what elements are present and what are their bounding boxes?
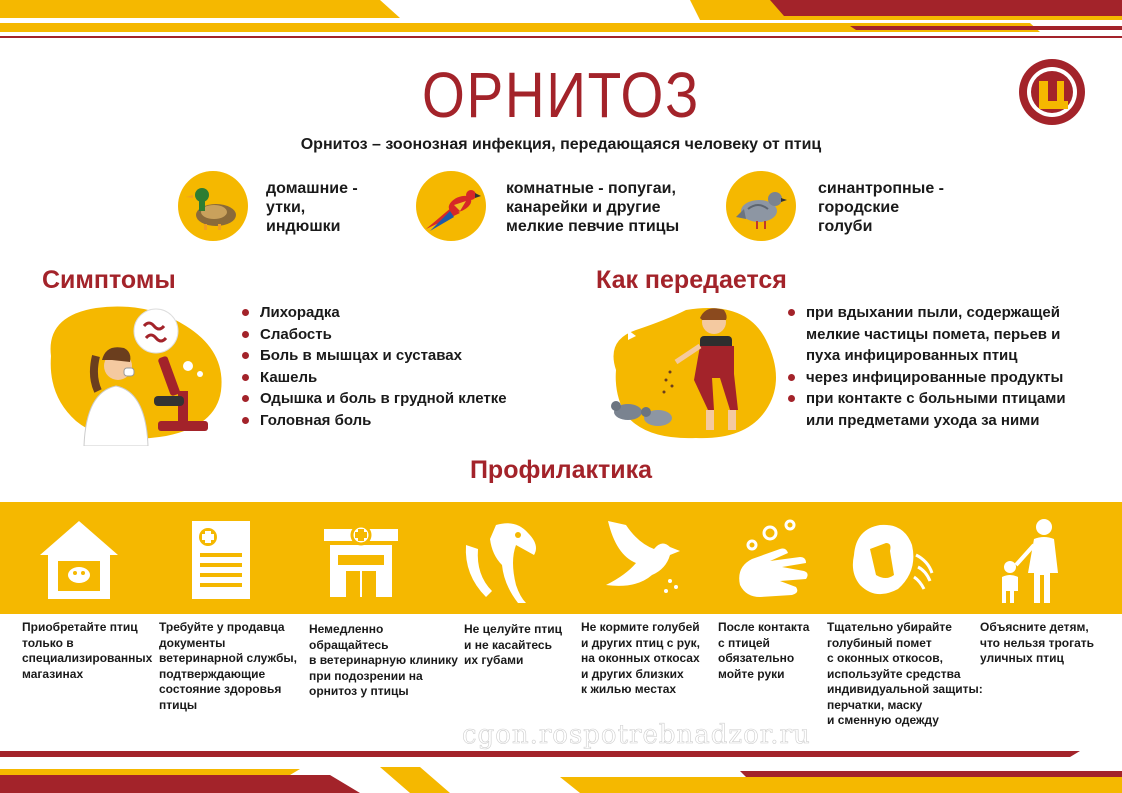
bottom-decor-stripes [0, 745, 1122, 793]
transmission-item: через инфицированные продукты [786, 367, 1066, 389]
parrot-icon [416, 171, 486, 241]
parrot-icon-circle [416, 171, 486, 241]
prevention-item-3: Немедленно обращайтесь в ветеринарную клинику при подозрении на орнитоз у птицы [309, 622, 458, 698]
transmission-list [786, 302, 1066, 431]
duck-icon [178, 171, 248, 241]
prevention-item-5: Не кормите голубей и других птиц с рук, на оконных откосах и других близких к жилью местах [581, 620, 700, 696]
bird-category-synanthropic: синантропные - городские голуби [818, 180, 945, 235]
vet-clinic-icon [316, 515, 406, 605]
prevention-item-8: Объясните детям, что нельзя трогать уличных птиц [980, 620, 1095, 665]
watermark: cgon.rospotrebnadzor.ru [462, 720, 811, 750]
duck-icon-circle [178, 171, 248, 241]
symptom-item: Одышка и боль в грудной клетке [240, 388, 507, 410]
symptom-item: Лихорадка [240, 302, 507, 324]
page-subtitle: Орнитоз – зоонозная инфекция, передающаяся человеку от птиц [300, 136, 822, 153]
prevention-heading: Профилактика [469, 456, 653, 484]
doctor-microscope-illustration [36, 296, 236, 446]
bird-category-domestic: домашние - утки, индюшки [266, 180, 358, 235]
pigeon-icon [726, 171, 796, 241]
prevention-item-1: Приобретайте птиц только в специализированных магазинах [22, 620, 153, 681]
transmission-item: при вдыхании пыли, содержащей мелкие частицы помета, перьев и пуха инфицированных птиц [786, 302, 1066, 367]
symptom-item: Слабость [240, 324, 507, 346]
dove-icon [596, 515, 686, 605]
symptoms-list [240, 302, 507, 431]
boy-feeding-pigeons-illustration [596, 300, 786, 445]
pigeon-icon-circle [726, 171, 796, 241]
rospotrebnadzor-logo [1017, 57, 1087, 127]
no-kiss-parrot-icon [456, 515, 546, 605]
top-decor-stripes [0, 0, 1122, 48]
symptoms-heading: Симптомы [42, 266, 176, 294]
house-icon [34, 515, 124, 605]
prevention-item-7: Тщательно убирайте голубиный помет с оконных откосов, используйте средства индивидуальной защиты: перчатки, маску и сменную одежду [827, 620, 983, 727]
prevention-item-2: Требуйте у продавца документы ветеринарной службы, подтверждающие состояние здоровья птицы [159, 620, 297, 712]
cleaning-icon [846, 515, 936, 605]
bird-category-indoor: комнатные - попугаи, канарейки и другие мелкие певчие птицы [506, 180, 680, 235]
hand-wash-icon [730, 515, 820, 605]
symptom-item: Кашель [240, 367, 507, 389]
symptom-item: Головная боль [240, 410, 507, 432]
symptom-item: Боль в мышцах и суставах [240, 345, 507, 367]
transmission-heading: Как передается [596, 266, 787, 294]
prevention-item-6: После контакта с птицей обязательно мойте руки [718, 620, 810, 681]
transmission-item: при контакте с больными птицами или предметами ухода за ними [786, 388, 1066, 431]
prevention-item-4: Не целуйте птиц и не касайтесь их губами [464, 622, 563, 667]
page-title: ОРНИТОЗ [421, 59, 701, 131]
document-icon [176, 515, 266, 605]
parent-child-icon [988, 515, 1078, 605]
prevention-band [0, 502, 1122, 614]
